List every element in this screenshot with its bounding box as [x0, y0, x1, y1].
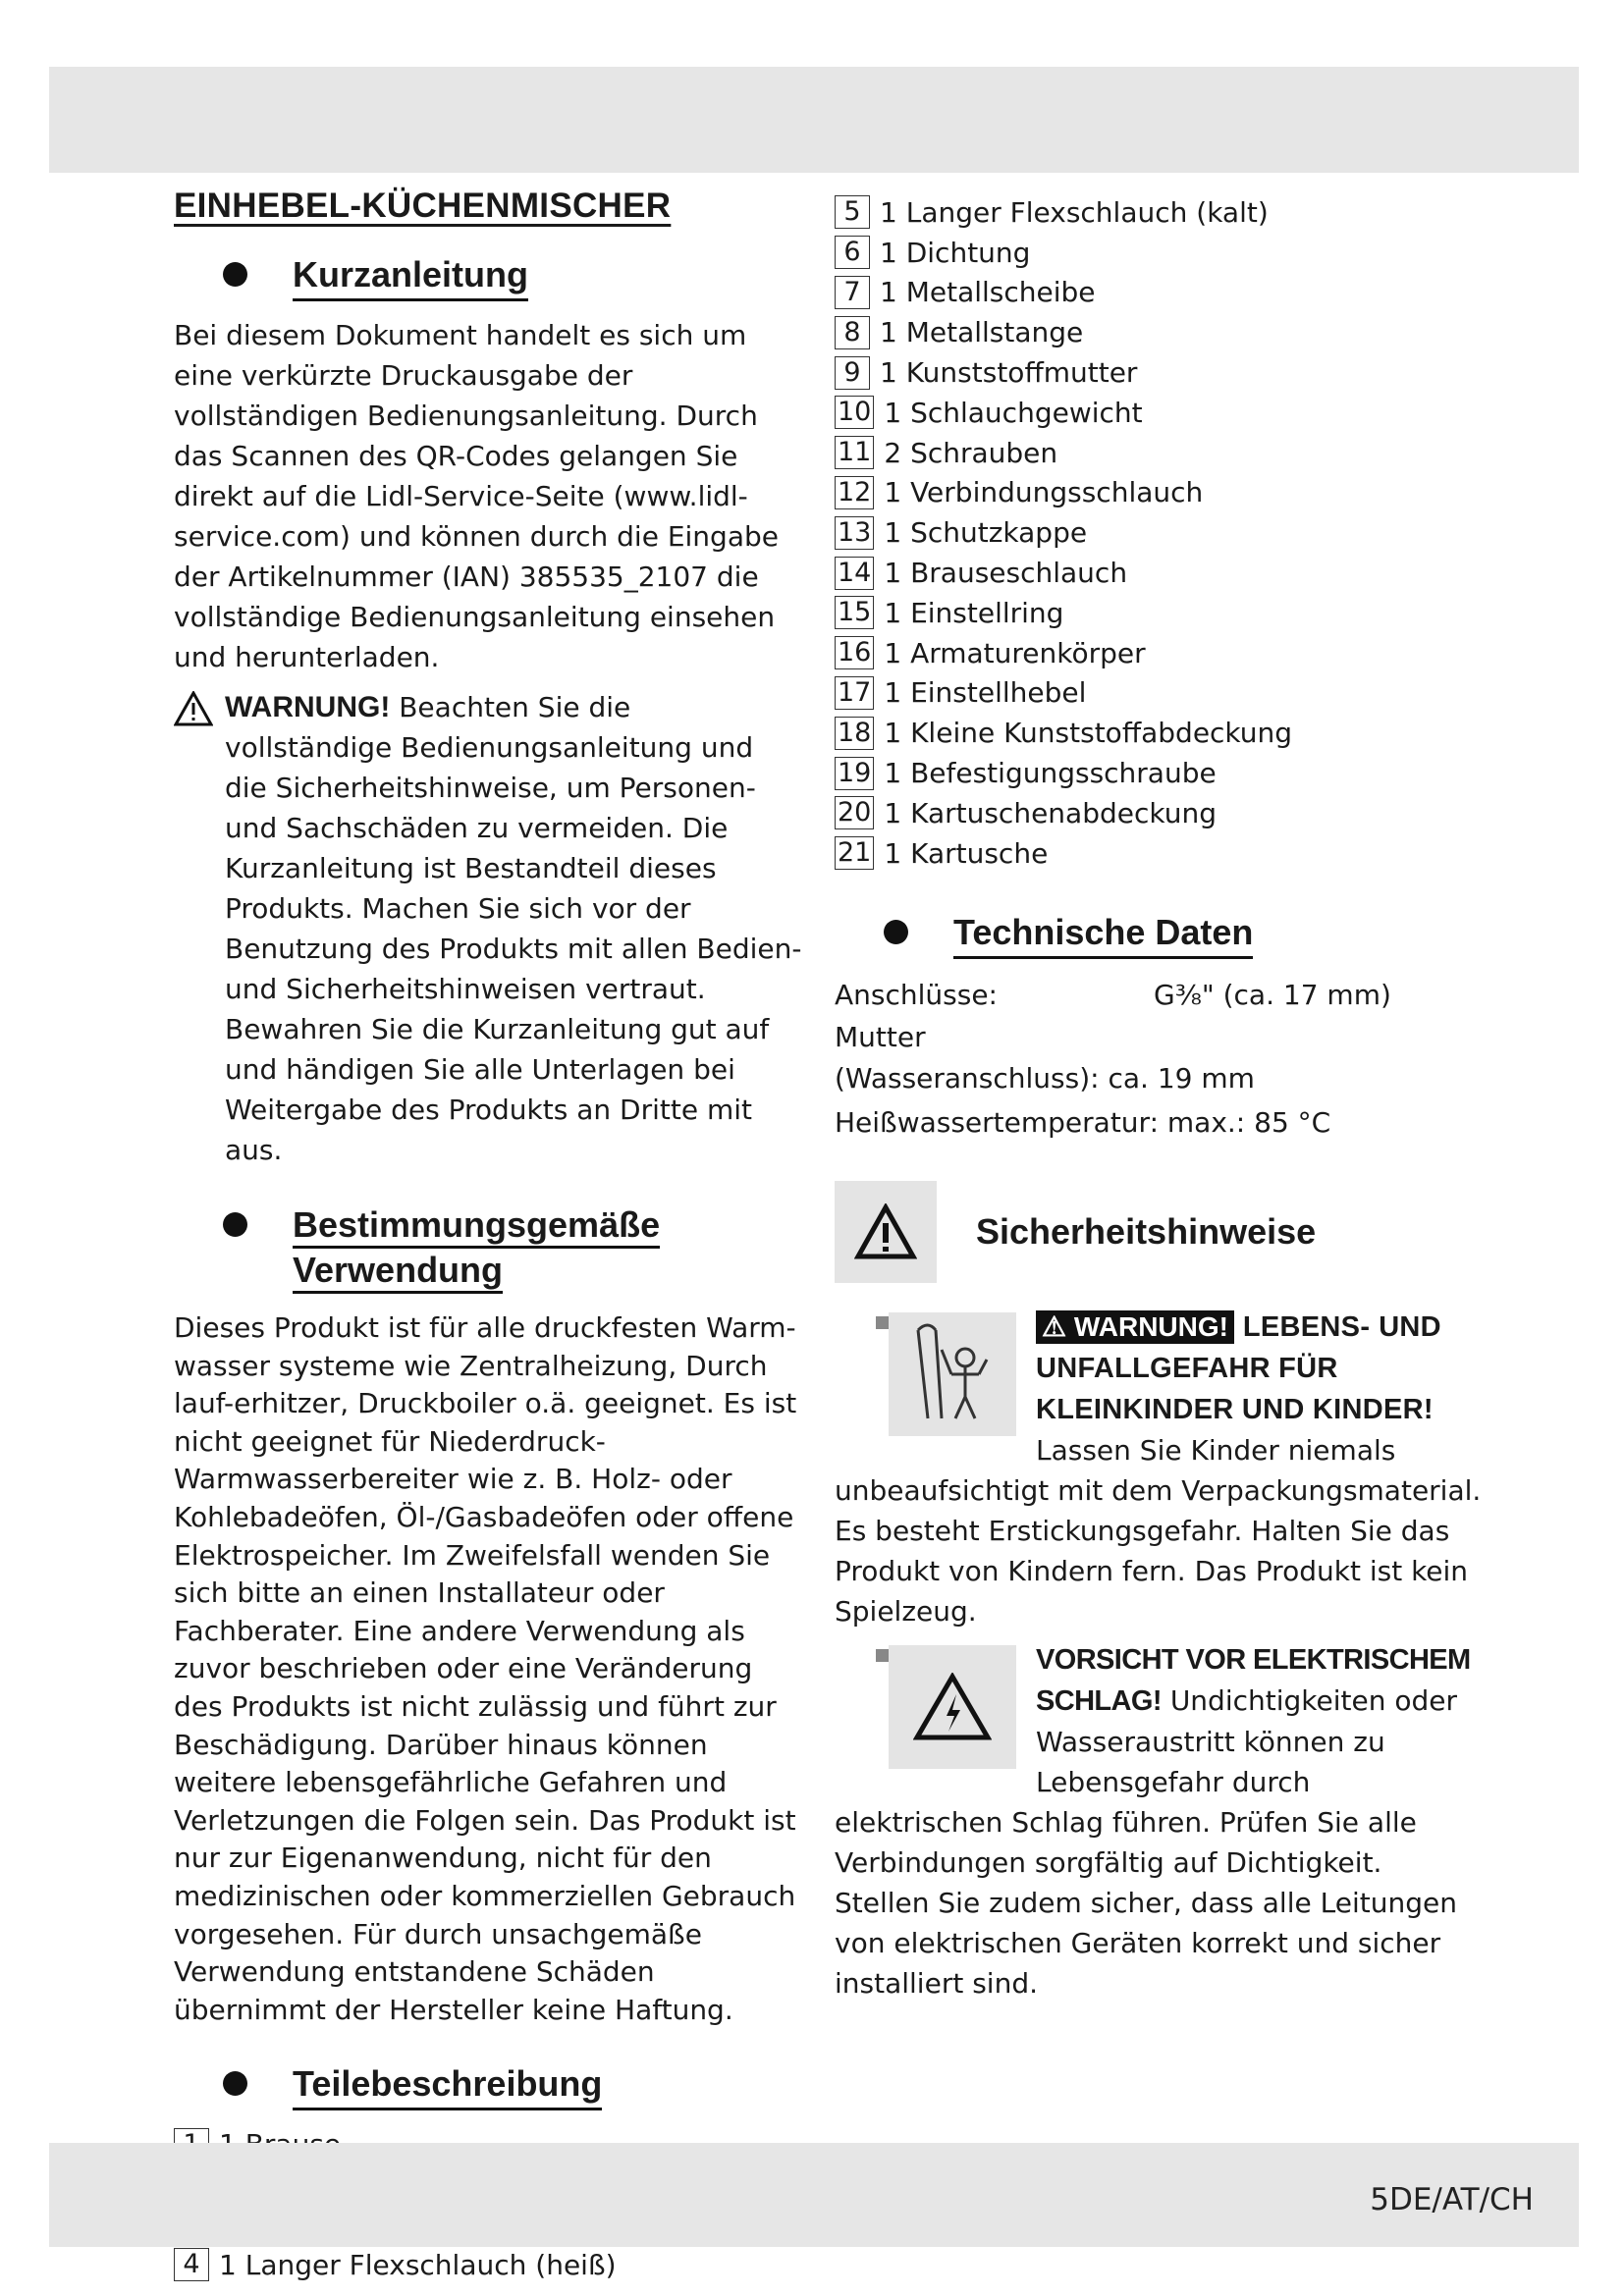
- parts-list-item: [835, 553, 1483, 593]
- warning-triangle-icon: [835, 1181, 937, 1283]
- part-label: 2 Schrauben: [884, 436, 1058, 469]
- part-number: 21: [835, 836, 874, 870]
- child-warning-text: Lassen Sie Kinder niemals unbeaufsichtigt mit dem Verpackungsmaterial. Es besteht Erstickungsgefahr. Halten Sie das Produkt von Kindern fern. Das Produkt ist kein Spielzeug.: [835, 1433, 1482, 1628]
- electric-shock-icon: [889, 1645, 1016, 1769]
- square-bullet-icon: [876, 1649, 889, 1662]
- parts-list-item: [835, 512, 1483, 553]
- part-number: 14: [835, 557, 874, 590]
- quick-guide-warning: [174, 687, 802, 1170]
- part-number: 19: [835, 757, 874, 790]
- warning-badge: ⚠ WARNUNG!: [1036, 1310, 1234, 1344]
- footer-band: [49, 2143, 1579, 2247]
- part-number: 17: [835, 676, 874, 710]
- parts-list-item: [835, 633, 1483, 673]
- bullet-dot-icon: [223, 262, 247, 287]
- parts-list-item: [835, 233, 1483, 273]
- child-warning: ⚠ WARNUNG! LEBENS- UND UNFALLGEFAHR FÜR KLEINKINDER UND KINDER! Lassen Sie Kinder niemals unbeaufsichtigt mit dem Verpackungsmaterial. Es besteht Erstickungsgefahr. Halten Sie das Produkt von Kindern fern. Das Produkt ist kein Spielzeug.: [835, 1310, 1482, 1628]
- tech-heading: Technische Daten: [884, 911, 1483, 959]
- quick-guide-text: Bei diesem Dokument handelt es sich um eine verkürzte Druckausgabe der vollständigen Bedienungsanleitung. Durch das Scannen des QR-Codes gelangen Sie direkt auf die Lidl-Service-Seite (www.lidl-service.com) und können durch die Eingabe der Artikelnummer (IAN) 385535_2107 die vollständige Bedienungsanleitung einsehen und herunterladen.: [174, 319, 779, 673]
- electric-warning-heading: VORSICHT VOR ELEKTRISCHEM SCHLAG!: [1036, 1643, 1471, 1717]
- part-label: 1 Langer Flexschlauch (kalt): [880, 195, 1269, 229]
- part-number: 9: [835, 356, 870, 390]
- parts-list-item: [835, 273, 1483, 313]
- tech-nut-value: (Wasseranschluss): ca. 19 mm: [835, 1061, 1255, 1095]
- part-number: 16: [835, 636, 874, 669]
- page-title: EINHEBEL-KÜCHENMISCHER: [174, 187, 672, 225]
- child-hazard-icon: [889, 1312, 1016, 1436]
- parts-list-item: [835, 833, 1483, 874]
- intended-use-text: Dieses Produkt ist für alle druckfesten Warm-wasser systeme wie Zentralheizung, Durch lauf-erhitzer, Druckboiler o.ä. geeignet. Es ist nicht geeignet für Niederdruck-Warmwasserbereiter wie z. B. Holz- oder Kohlebadeöfen, Öl-/Gasbadeöfen oder offene Elektrospeicher. Im Zweifelsfall wenden Sie sich bitte an einen Installateur oder Fachberater. Eine andere Verwendung als zuvor beschrieben oder eine Veränderung des Produkts ist nicht zulässig und führt zur Beschädigung. Darüber hinaus können weitere lebensgefährliche Gefahren und Verletzungen die Folgen sein. Das Produkt ist nur zur Eigenanwendung, nicht für den medizinischen oder kommerziellen Gebrauch vorgesehen. Für durch unsachgemäße Verwendung entstandene Schäden übernimmt der Hersteller keine Haftung.: [174, 1311, 797, 2026]
- parts-list-item: [835, 793, 1483, 833]
- bullet-dot-icon: [884, 920, 908, 944]
- part-label: 1 Langer Flexschlauch (heiß): [219, 2248, 617, 2281]
- part-label: 1 Schutzkappe: [884, 516, 1088, 550]
- parts-list-right: [835, 192, 1483, 874]
- right-column: [835, 192, 1483, 2003]
- part-number: 13: [835, 516, 874, 550]
- part-label: 1 Metallscheibe: [880, 276, 1096, 309]
- electric-warning: [835, 1639, 1483, 2003]
- parts-list-item: [835, 352, 1483, 393]
- electric-warning-text: Undichtigkeiten oder Wasseraustritt können zu Lebensgefahr durch elektrischen Schlag führen. Prüfen Sie alle Verbindungen sorgfältig auf Dichtigkeit. Stellen Sie zudem sicher, dass alle Leitungen von elektrischen Geräten korrekt und sicher installiert sind.: [835, 1683, 1457, 2000]
- bullet-dot-icon: [223, 2071, 247, 2096]
- parts-heading: Teilebeschreibung: [223, 2062, 802, 2110]
- part-label: 1 Kleine Kunststoffabdeckung: [884, 717, 1293, 750]
- part-label: 1 Kartusche: [884, 836, 1049, 870]
- part-label: 1 Kartuschenabdeckung: [884, 796, 1217, 829]
- part-number: 12: [835, 476, 874, 509]
- square-bullet-icon: [876, 1316, 889, 1329]
- page-number: 5DE/AT/CH: [1370, 2182, 1534, 2217]
- parts-list-item: [835, 192, 1483, 233]
- part-label: 1 Brauseschlauch: [884, 557, 1128, 590]
- header-band: [49, 67, 1579, 173]
- part-number: 18: [835, 717, 874, 750]
- part-number: 10: [835, 396, 874, 429]
- parts-list-item: [835, 593, 1483, 633]
- tech-temperature: Heißwassertemperatur: max.: 85 °C: [835, 1105, 1331, 1139]
- part-number: 6: [835, 236, 870, 269]
- part-label: 1 Schlauchgewicht: [884, 396, 1143, 429]
- part-number: 4: [174, 2248, 209, 2281]
- part-label: 1 Befestigungsschraube: [884, 757, 1217, 790]
- part-number: 8: [835, 316, 870, 349]
- part-number: 15: [835, 596, 874, 629]
- parts-list-item: [835, 393, 1483, 433]
- warning-triangle-icon: [174, 691, 213, 726]
- part-number: 5: [835, 195, 870, 229]
- parts-list-item: [835, 753, 1483, 793]
- part-number: 11: [835, 436, 874, 469]
- tech-connections: Anschlüsse: G⅜" (ca. 17 mm): [835, 978, 1391, 1011]
- part-label: 1 Metallstange: [880, 316, 1084, 349]
- part-label: 1 Einstellhebel: [884, 676, 1087, 710]
- parts-list-item: [174, 2245, 802, 2285]
- part-label: 1 Armaturenkörper: [884, 636, 1146, 669]
- parts-list-item: [835, 312, 1483, 352]
- part-number: 7: [835, 276, 870, 309]
- parts-list-item: [835, 673, 1483, 714]
- parts-list-item: [835, 713, 1483, 753]
- quick-guide-heading: Kurzanleitung: [223, 253, 802, 301]
- part-number: 20: [835, 796, 874, 829]
- part-label: 1 Dichtung: [880, 236, 1031, 269]
- warning-label: WARNUNG!: [225, 691, 391, 723]
- warning-text: Beachten Sie die vollständige Bedienungsanleitung und die Sicherheitshinweise, um Personen- und Sachschäden zu vermeiden. Die Kurzanleitung ist Bestandteil dieses Produkts. Machen Sie sich vor der Benutzung des Produkts mit allen Bedien- und Sicherheitshinweisen vertraut. Bewahren Sie die Kurzanleitung gut auf und händigen Sie alle Unterlagen bei Weitergabe des Produkts an Dritte mit aus.: [225, 691, 802, 1166]
- safety-heading: Sicherheitshinweise: [835, 1181, 1483, 1283]
- parts-list-item: [835, 433, 1483, 473]
- parts-list-item: [835, 473, 1483, 513]
- part-label: 1 Verbindungsschlauch: [884, 476, 1204, 509]
- left-column: [174, 187, 802, 2284]
- part-label: 1 Einstellring: [884, 596, 1064, 629]
- tech-nut-label: Mutter: [835, 1020, 926, 1053]
- intended-use-heading: Bestimmungsgemäße Verwendung: [223, 1203, 802, 1296]
- part-label: 1 Kunststoffmutter: [880, 356, 1138, 390]
